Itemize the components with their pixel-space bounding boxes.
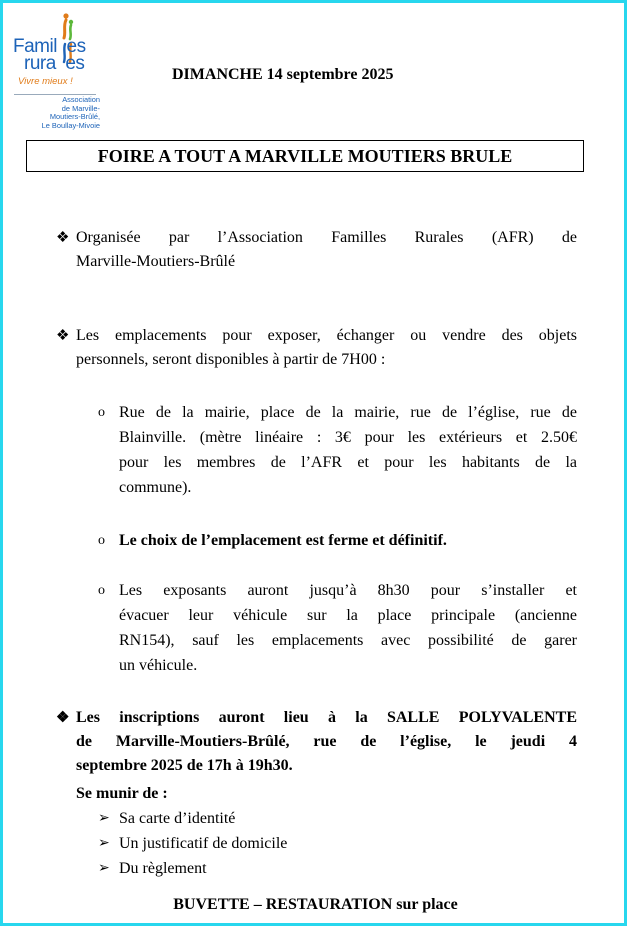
arrow-bullet-icon: ➢ bbox=[98, 836, 110, 851]
list-item: ➢ Un justificatif de domicile bbox=[119, 831, 287, 856]
arrow-bullet-icon: ➢ bbox=[98, 811, 110, 826]
logo-divider bbox=[14, 94, 96, 95]
bring-list bbox=[98, 806, 288, 881]
familles-rurales-logo bbox=[10, 12, 100, 132]
bullet-organisation: ❖ Organisée par l’Association Familles Rurales (AFR) de Marville-Moutiers-Brûlé bbox=[76, 226, 577, 274]
list-item: ➢ Sa carte d’identité bbox=[119, 806, 287, 831]
bring-label: Se munir de : bbox=[76, 785, 168, 802]
circle-bullet-icon: o bbox=[98, 533, 105, 548]
circle-bullet-icon: o bbox=[98, 405, 105, 420]
circle-bullet-icon: o bbox=[98, 583, 105, 598]
sub-item-exposants: o Les exposants auront jusqu’à 8h30 pour s’installer et évacuer leur véhicule sur la place principale (ancienne RN154), sauf les emplacements avec possibilité de garer un véhicule. bbox=[119, 578, 577, 678]
diamond-bullet-icon: ❖ bbox=[56, 328, 70, 344]
sub-item-streets: o Rue de la mairie, place de la mairie, rue de l’église, rue de Blainville. (mètre linéaire : 3€ pour les extérieurs et 2.50€ pour les membres de l’AFR et pour les habitants de la commune). bbox=[119, 400, 577, 500]
event-date: DIMANCHE 14 septembre 2025 bbox=[172, 66, 394, 83]
page-title: FOIRE A TOUT A MARVILLE MOUTIERS BRULE bbox=[26, 140, 584, 172]
bullet-inscriptions: ❖ Les inscriptions auront lieu à la SALLE POLYVALENTE de Marville-Moutiers-Brûlé, rue de l’église, le jeudi 4 septembre 2025 de 17h à 19h30. bbox=[76, 706, 577, 778]
diamond-bullet-icon: ❖ bbox=[56, 230, 70, 246]
logo-word-rurales: rura es bbox=[24, 53, 85, 74]
bullet-emplacements: ❖ Les emplacements pour exposer, échanger ou vendre des objets personnels, seront disponibles à partir de 7H00 : bbox=[76, 324, 577, 372]
logo-slogan: Vivre mieux ! bbox=[18, 76, 73, 87]
sub-item-choice: o Le choix de l’emplacement est ferme et définitif. bbox=[119, 528, 577, 553]
arrow-bullet-icon: ➢ bbox=[98, 861, 110, 876]
footer-buvette: BUVETTE – RESTAURATION sur place bbox=[173, 896, 458, 913]
logo-word-familles: Famil es bbox=[13, 36, 86, 57]
diamond-bullet-icon: ❖ bbox=[56, 710, 70, 726]
logo-association-text: Association de Marville- Moutiers-Brûlé, Le Boullay-Mivoie bbox=[41, 95, 100, 130]
list-item: ➢ Du règlement bbox=[119, 856, 287, 881]
